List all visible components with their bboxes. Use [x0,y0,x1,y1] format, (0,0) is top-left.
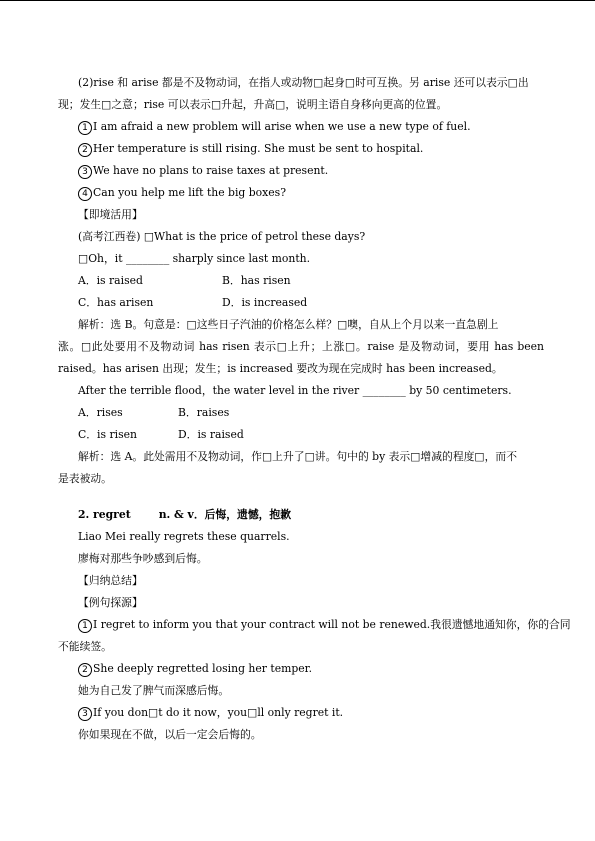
text-line [58,358,544,380]
text-line [78,248,544,270]
text-line [78,380,544,402]
line-text: I am afraid a new problem will arise when we use a new type of fuel. [93,120,471,133]
text-line [78,292,544,314]
text-line [78,226,544,248]
circled-number-icon: 3 [78,707,92,721]
line-text: After the terrible flood，the water level in the river ________ by 50 centimeters. [78,384,512,397]
line-text: We have no plans to raise taxes at present. [93,164,329,177]
option-text: B．has risen [222,274,291,287]
line-text: 廖梅对那些争吵感到后悔。 [78,552,208,565]
text-line [78,548,544,570]
line-text: 【即境活用】 [78,208,143,221]
line-text: 【归纳总结】 [78,574,143,587]
text-line [78,526,544,548]
text-line [58,636,544,658]
header-rule [0,0,595,1]
line-text: If you don□t do it now，you□ll only regret it. [93,706,344,719]
circled-number-icon: 2 [78,663,92,677]
text-line [78,592,544,614]
text-line [78,314,544,336]
line-text: She deeply regretted losing her temper. [93,662,313,675]
line-text: 涨。□此处要用不及物动词 has risen 表示□上升；上涨□。raise 是及物动词，要用 has been [58,340,544,353]
text-line [78,658,544,680]
circled-number-icon: 3 [78,165,92,179]
option-text: B．raises [178,406,230,419]
option-text: D．is raised [178,428,244,441]
text-line [78,138,544,160]
line-text: Her temperature is still rising. She must be sent to hospital. [93,142,424,155]
line-text: C．has arisen [78,296,154,309]
line-text: (高考江西卷) □What is the price of petrol these days? [78,230,366,243]
line-text: 解析：选 B。句意是：□这些日子汽油的价格怎么样？□噢，自从上个月以来一直急剧上 [78,318,499,331]
text-line [78,160,544,182]
document-body [0,72,595,746]
line-text: (2)rise 和 arise 都是不及物动词，在指人或动物□起身□时可互换。另 arise 还可以表示□出 [78,76,529,89]
circled-number-icon: 1 [78,121,92,135]
line-text: □Oh，it ________ sharply since last month. [78,252,311,265]
text-line [78,270,544,292]
text-line [78,724,544,746]
text-line [78,504,544,526]
section-number: 2. regret [78,508,131,521]
circled-number-icon: 4 [78,187,92,201]
option-text: D．is increased [222,296,308,309]
text-line [78,204,544,226]
line-text: Can you help me lift the big boxes? [93,186,286,199]
circled-number-icon: 2 [78,143,92,157]
line-text: C．is risen [78,428,137,441]
line-text: A．is raised [78,274,143,287]
text-line [78,570,544,592]
text-line [58,94,544,116]
text-line [78,116,544,138]
section-definition: n. & v．后悔，遗憾，抱歉 [158,508,292,521]
line-text: 现；发生□之意；rise 可以表示□升起，升高□，说明主语自身移向更高的位置。 [58,98,448,111]
text-line [78,702,544,724]
line-text: 【例句探源】 [78,596,143,609]
text-line [78,614,571,636]
line-text: Liao Mei really regrets these quarrels. [78,530,290,543]
text-line [78,446,544,468]
text-line [78,402,544,424]
line-text: I regret to inform you that your contract will not be renewed.我很遗憾地通知你，你的合同 [93,618,571,631]
text-line [78,424,544,446]
circled-number-icon: 1 [78,619,92,633]
line-text: raised。has arisen 出现；发生；is increased 要改为现在完成时 has been increased。 [58,362,503,375]
section-gap [0,490,595,504]
line-text: 你如果现在不做，以后一定会后悔的。 [78,728,262,741]
text-line [78,182,544,204]
text-line [58,336,544,358]
line-text: 她为自己发了脾气而深感后悔。 [78,684,230,697]
text-line [78,680,544,702]
line-text: A．rises [78,406,123,419]
line-text: 是表被动。 [58,472,112,485]
line-text: 解析：选 A。此处需用不及物动词，作□上升了□讲。句中的 by 表示□增减的程度□，而不 [78,450,517,463]
line-text: 不能续签。 [58,640,112,653]
text-line [78,72,544,94]
text-line [58,468,544,490]
